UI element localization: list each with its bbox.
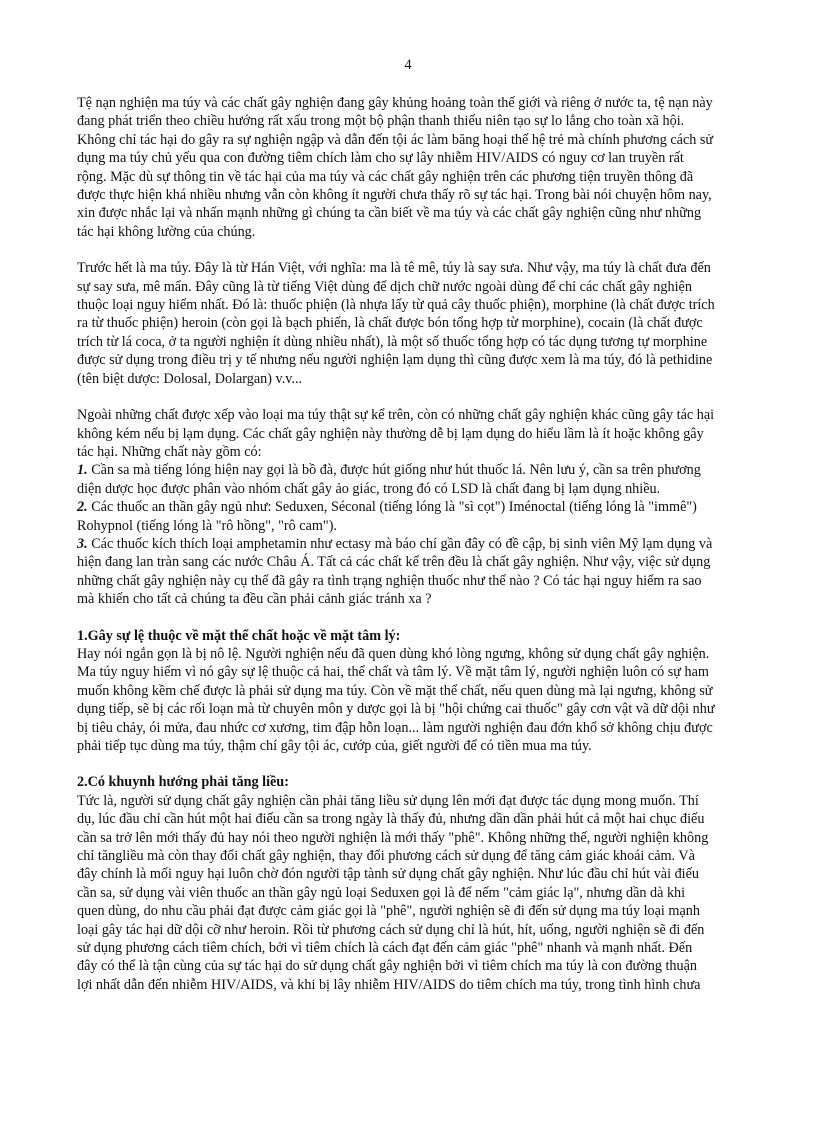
text-line: quen dùng, do nhu cầu phải đạt được cảm giác gọi là "phê", người nghiện sẽ đi đến sử dụng ma túy loại mạnh (77, 903, 700, 920)
text-line: Tức là, người sử dụng chất gây nghiện cần phải tăng liều sử dụng lên mới đạt được tác dụng mong muốn. Thí (77, 792, 699, 809)
text-line: lợi nhất dẫn đến nhiễm HIV/AIDS, và khi bị lây nhiễm HIV/AIDS do tiêm chích ma túy, trong tình hình chưa (77, 976, 701, 993)
list-item-cannabis (77, 461, 752, 479)
text-line: Hay nói ngắn gọn là bị nô lệ. Người nghiện nếu đã quen dùng khó lòng ngưng, không sử dụng chất gây nghiện. (77, 645, 710, 662)
text-line: thuộc loại nguy hiểm nhất. Đó là: thuốc phiện (là nhựa lấy từ quả cây thuốc phiện), morphine (là chất được trích (77, 297, 715, 314)
text-line: dụng tiếp, sẽ bị các rối loạn mà từ chuyên môn y dược gọi là bị "hội chứng cai thuốc" gây cơn vật vã dữ dội như (77, 701, 715, 718)
text-line: được thực hiện khá nhiều nhưng vẫn còn không ít người chưa thấy rõ sự tác hại. Trong bài nói chuyện hôm nay, (77, 187, 712, 204)
text-line: muốn không kềm chế được là phải sử dụng ma túy. Còn về mặt thể chất, nếu quen dùng mà lại ngưng, không sử (77, 682, 713, 699)
text-line: sử dụng phương cách tiêm chích, bởi vì tiêm chích là cách đạt đến cảm giác "phê" nhanh và mạnh nhất. Đến (77, 940, 693, 957)
text-line: chỉ tăngliều mà còn thay đổi chất gây nghiện, thay đổi phương cách sử dụng để tăng cảm giác khoái cảm. Và (77, 848, 695, 865)
other-substances-paragraph (77, 406, 752, 608)
text-line: tác hại. Những chất này gồm có: (77, 443, 262, 460)
text-line: rộng. Mặc dù sự thông tin về tác hại của ma túy và các chất gây nghiện trên các phương tiện truyền thông đã (77, 168, 694, 185)
definition-paragraph (77, 259, 752, 388)
text-line: sự say sưa, mê mẩn. Đây cũng là từ tiếng Việt dùng để dịch chữ nước ngoài dùng để chỉ các chất gây nghiện (77, 278, 692, 295)
text-line: Tệ nạn nghiện ma túy và các chất gây nghiện đang gây khủng hoảng toàn thế giới và riêng ở nước ta, tệ nạn này (77, 95, 713, 111)
body-text (77, 94, 752, 1012)
text-line: diện dược học được phân vào nhóm chất gây ảo giác, trong đó có LSD là chất đang bị lạm dụng nhiều. (77, 480, 661, 497)
text-line: hiện đang lan tràn sang các nước Châu Á. Tất cả các chất kể trên đều là chất gây nghiện. Như vậy, việc sử dụng (77, 554, 711, 571)
text-line: Rohypnol (tiếng lóng là "rô hồng", "rô cam"). (77, 517, 337, 534)
list-item-sedatives (77, 498, 752, 516)
text-line: (tên biệt dược: Dolosal, Dolargan) v.v... (77, 370, 303, 387)
section-heading: 2.Có khuynh hướng phải tăng liều: (77, 774, 289, 791)
list-item-text: Cần sa mà tiếng lóng hiện nay gọi là bồ đà, được hút giống như hút thuốc lá. Nên lưu ý, cần sa trên phương (87, 462, 701, 479)
list-item-text: Các thuốc an thần gây ngủ như: Seduxen, Séconal (tiếng lóng là "sì cọt") Iménoctal (tiếng lóng là "immê") (87, 499, 697, 516)
text-line: dụng ma túy chủ yếu qua con đường tiêm chích làm cho sự lây nhiễm HIV/AIDS có nguy cơ lan truyền rất (77, 150, 684, 167)
section-heading: 1.Gây sự lệ thuộc về mặt thể chất hoặc về mặt tâm lý: (77, 627, 401, 644)
list-number: 1. (77, 462, 88, 479)
intro-paragraph (77, 94, 752, 241)
text-line: những chất gây nghiện này cụ thể đã gây ra tình trạng nghiện thuốc như thế nào ? Có tác hại nguy hiểm ra sao (77, 572, 702, 589)
list-item-text: Các thuốc kích thích loại amphetamin như ectasy mà báo chí gần đây có đề cập, bị sinh viên Mỹ lạm dụng và (87, 535, 713, 552)
text-line: mà khiến cho tất cả chúng ta đều cần phải cảnh giác tránh xa ? (77, 591, 432, 608)
section-dose-increase (77, 773, 752, 994)
text-line: cần sa trở lên mới thấy đủ hay nói theo người nghiện là mới thấy "phê". Không những thế, người nghiện không (77, 829, 709, 846)
list-number: 3. (77, 535, 88, 552)
text-line: Trước hết là ma túy. Đây là từ Hán Việt, với nghĩa: ma là tê mê, túy là say sưa. Như vậy, ma túy là chất đưa đến (77, 260, 711, 277)
text-line: đây chính là mối nguy hại luôn chờ đón người tập tành sử dụng chất gây nghiện. Như lúc đầu chỉ hút vài điếu (77, 866, 700, 883)
text-line: không kém nếu bị lạm dụng. Các chất gây nghiện này thường dễ bị lạm dụng do hiểu lầm là ít hoặc không gây (77, 425, 704, 442)
list-item-stimulants (77, 535, 752, 553)
text-line: loại gây tác hại dữ dội cỡ như heroin. Rồi từ phương cách sử dụng chỉ là hút, hít, uống, người nghiện sẽ đi đến (77, 921, 705, 938)
text-line: Không chỉ tác hại do gây ra sự nghiện ngập và dẫn đến tội ác làm băng hoại thế hệ trẻ mà chính phương cách sử (77, 131, 714, 148)
section-dependence (77, 627, 752, 756)
text-line: được sử dụng trong điều trị y tế nhưng nếu người nghiện lạm dụng thì cũng được xem là ma túy, đó là pethidine (77, 352, 713, 369)
text-line: Ma túy nguy hiểm vì nó gây sự lệ thuộc cả hai, thể chất và tâm lý. Về mặt tâm lý, người nghiện luôn có sự ham (77, 664, 709, 681)
text-line: dụ, lúc đầu chỉ cần hút một hai điếu cần sa trong ngày là thấy đủ, nhưng dần dần phải hút cả một hai chục điếu (77, 811, 705, 828)
text-line: trích từ lá coca, ở ta người nghiện ít dùng nhiều nhất), là một số thuốc tổng hợp có tác dụng tương tự morphine (77, 333, 708, 350)
text-line: xin được nhắc lại và nhấn mạnh những gì chúng ta cần biết về ma túy và các chất gây nghiện cũng như những (77, 205, 702, 222)
list-number: 2. (77, 499, 88, 516)
text-line: tác hại không lường của chúng. (77, 223, 256, 240)
text-line: đây có thể là tận cùng của sự tác hại do sử dụng chất gây nghiện bởi vì tiêm chích ma túy là con đường thuận (77, 958, 697, 975)
text-line: ra từ thuốc phiện) heroin (còn gọi là bạch phiến, là chất được bón tổng hợp từ morphine), cocain (là chất được (77, 315, 703, 332)
text-line: bị tiêu chảy, ói mửa, đau nhức cơ xương, tim đập hỗn loạn... làm người nghiện đau đớn khổ sở không chịu được (77, 719, 713, 736)
text-line: đang phát triển theo chiều hướng rất xấu trong một bộ phận thanh thiếu niên tạo sự lo lắng cho toàn xã hội. (77, 113, 685, 130)
text-line: Ngoài những chất được xếp vào loại ma túy thật sự kể trên, còn có những chất gây nghiện khác cũng gây tác hại (77, 407, 715, 424)
text-line: phải tiếp tục dùng ma túy, thậm chí gây tội ác, cướp của, giết người để có tiền mua ma túy. (77, 738, 592, 754)
page-number: 4 (404, 57, 412, 73)
text-line: cần sa, sử dụng vài viên thuốc an thần gây ngủ loại Seduxen gọi là để nếm "cảm giác lạ", nhưng dần dà khi (77, 884, 686, 901)
